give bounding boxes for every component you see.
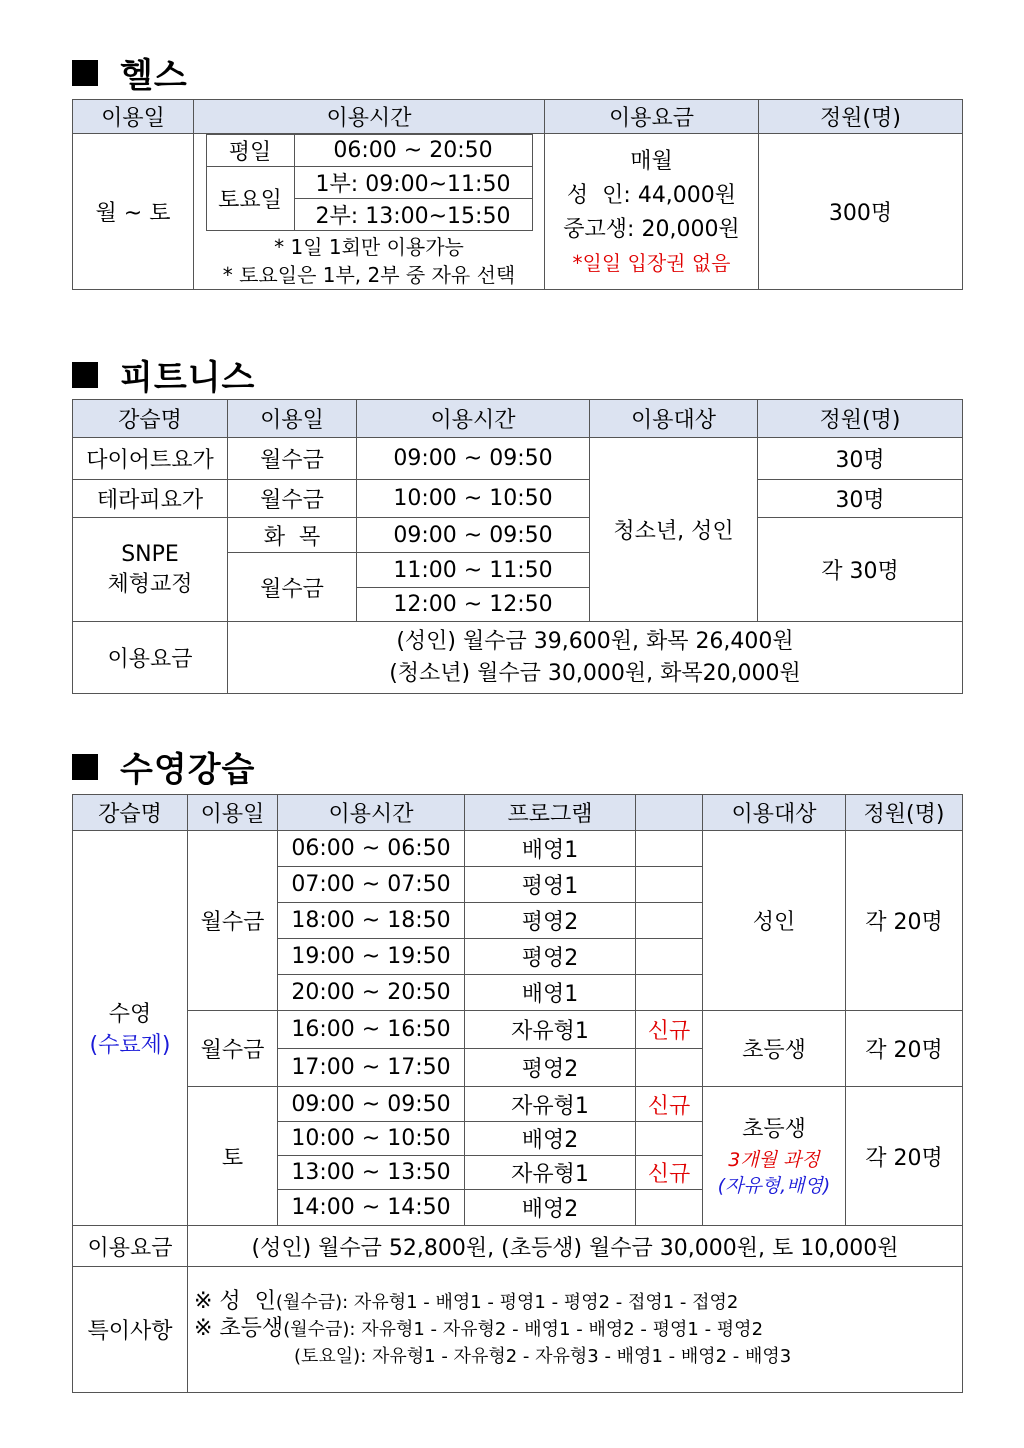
swim-time: 14:00 ~ 14:50 xyxy=(278,1190,465,1226)
col-header: 이용요금 xyxy=(545,100,759,134)
col-header: 정원(명) xyxy=(846,795,963,831)
swim-class-cell xyxy=(73,831,188,1226)
swim-target: 초등생 xyxy=(742,1117,806,1142)
swim-tag-new: 신규 xyxy=(636,1011,703,1049)
swim-program: 평영2 xyxy=(465,939,636,975)
health-note1: * 1일 1회만 이용가능 xyxy=(274,235,464,259)
snpe-time2: 11:00 ~ 11:50 xyxy=(357,553,590,588)
snpe-day2: 월수금 xyxy=(228,553,357,622)
special-line2-head: ※ 초등생 xyxy=(194,1316,284,1341)
swim-program: 배영1 xyxy=(465,975,636,1011)
swim-tag xyxy=(636,1122,703,1156)
swim-time: 06:00 ~ 06:50 xyxy=(278,831,465,867)
swim-capacity: 각 20명 xyxy=(846,1087,963,1226)
swim-table xyxy=(72,794,963,1393)
swim-day: 월수금 xyxy=(188,1011,278,1087)
special-line2-sub: (월수금): xyxy=(283,1319,356,1340)
swim-tag-new: 신규 xyxy=(636,1156,703,1190)
swim-target: 초등생 xyxy=(703,1011,846,1087)
fee-monthly: 매월 xyxy=(630,148,673,174)
swim-capacity: 각 20명 xyxy=(846,1011,963,1087)
snpe-time3: 12:00 ~ 12:50 xyxy=(357,588,590,622)
swim-target-note2: (자유형,배영) xyxy=(717,1175,831,1197)
swim-program: 평영1 xyxy=(465,867,636,903)
swim-time: 16:00 ~ 16:50 xyxy=(278,1011,465,1049)
weekday-time: 06:00 ~ 20:50 xyxy=(294,135,532,167)
class-day: 월수금 xyxy=(228,480,357,518)
saturday-part2: 2부: 13:00~15:50 xyxy=(294,199,532,231)
swim-tag xyxy=(636,975,703,1011)
col-header: 프로그램 xyxy=(465,795,636,831)
health-note2: * 토요일은 1부, 2부 중 자유 선택 xyxy=(222,263,516,287)
fitness-target: 청소년, 성인 xyxy=(590,438,758,622)
swim-time: 07:00 ~ 07:50 xyxy=(278,867,465,903)
swim-program: 평영2 xyxy=(465,1049,636,1087)
snpe-name-line2: 체형교정 xyxy=(107,571,193,597)
swim-time: 13:00 ~ 13:50 xyxy=(278,1156,465,1190)
fee-student: 중고생: 20,000원 xyxy=(563,216,740,242)
swim-time: 17:00 ~ 17:50 xyxy=(278,1049,465,1087)
health-table xyxy=(72,99,963,290)
swim-class-name: 수영 xyxy=(108,1002,152,1027)
swim-program: 배영1 xyxy=(465,831,636,867)
fitness-fee-label: 이용요금 xyxy=(73,622,228,694)
swim-program: 배영2 xyxy=(465,1190,636,1226)
class-name: 테라피요가 xyxy=(73,480,228,518)
swim-target-note1: 3개월 과정 xyxy=(728,1149,820,1171)
class-name: 다이어트요가 xyxy=(73,438,228,480)
col-header: 이용대상 xyxy=(703,795,846,831)
section-title-fitness xyxy=(72,350,255,399)
section-title-swim xyxy=(72,742,255,791)
health-time-subtable xyxy=(206,134,533,231)
swim-special-cell xyxy=(188,1267,963,1393)
col-header: 이용시간 xyxy=(357,400,590,438)
col-header: 이용시간 xyxy=(278,795,465,831)
swim-target: 성인 xyxy=(703,831,846,1011)
col-header: 정원(명) xyxy=(759,100,963,134)
swim-day: 토 xyxy=(188,1087,278,1226)
swim-class-sub: (수료제) xyxy=(89,1033,171,1058)
swim-time: 09:00 ~ 09:50 xyxy=(278,1087,465,1122)
snpe-name-cell xyxy=(73,518,228,622)
swim-time: 18:00 ~ 18:50 xyxy=(278,903,465,939)
swim-time: 10:00 ~ 10:50 xyxy=(278,1122,465,1156)
square-bullet-icon xyxy=(72,60,98,86)
class-capacity: 30명 xyxy=(758,438,963,480)
col-header: 정원(명) xyxy=(758,400,963,438)
col-header: 이용일 xyxy=(188,795,278,831)
special-line1 xyxy=(194,1289,962,1316)
swim-tag xyxy=(636,867,703,903)
health-capacity: 300명 xyxy=(759,134,963,290)
fitness-fee-line2: (청소년) 월수금 30,000원, 화목20,000원 xyxy=(389,660,801,686)
class-time: 09:00 ~ 09:50 xyxy=(357,438,590,480)
col-header: 이용시간 xyxy=(194,100,545,134)
col-header: 강습명 xyxy=(73,400,228,438)
class-day: 월수금 xyxy=(228,438,357,480)
special-line1-sub: (월수금): xyxy=(275,1292,349,1313)
swim-tag xyxy=(636,939,703,975)
square-bullet-icon xyxy=(72,754,98,780)
square-bullet-icon xyxy=(72,362,98,388)
col-header: 강습명 xyxy=(73,795,188,831)
swim-fee-text: (성인) 월수금 52,800원, (초등생) 월수금 30,000원, 토 10,000원 xyxy=(188,1226,963,1267)
class-capacity: 30명 xyxy=(758,480,963,518)
fee-note: *일일 입장권 없음 xyxy=(572,250,731,275)
snpe-name-line1: SNPE xyxy=(121,541,179,567)
class-time: 10:00 ~ 10:50 xyxy=(357,480,590,518)
snpe-day1: 화 목 xyxy=(228,518,357,553)
special-line3 xyxy=(194,1343,962,1370)
swim-tag xyxy=(636,1190,703,1226)
special-line3-body: 자유형1 - 자유형2 - 자유형3 - 배영1 - 배영2 - 배영3 xyxy=(366,1346,792,1367)
swim-tag xyxy=(636,1049,703,1087)
special-line2-body: 자유형1 - 자유형2 - 배영1 - 배영2 - 평영1 - 평영2 xyxy=(355,1319,764,1340)
section-title-text: 수영강습 xyxy=(120,750,256,790)
section-title-text: 헬스 xyxy=(120,56,188,96)
swim-program: 자유형1 xyxy=(465,1011,636,1049)
swim-special-label: 특이사항 xyxy=(73,1267,188,1393)
special-line2 xyxy=(194,1316,962,1343)
section-title-text: 피트니스 xyxy=(120,358,256,398)
special-line1-body: 자유형1 - 배영1 - 평영1 - 평영2 - 접영1 - 접영2 xyxy=(348,1292,739,1313)
swim-program: 자유형1 xyxy=(465,1087,636,1122)
swim-fee-label: 이용요금 xyxy=(73,1226,188,1267)
health-time-cell xyxy=(194,134,545,290)
swim-day: 월수금 xyxy=(188,831,278,1011)
col-header: 이용대상 xyxy=(590,400,758,438)
swim-program: 배영2 xyxy=(465,1122,636,1156)
special-line3-sub: (토요일): xyxy=(294,1346,367,1367)
fitness-fee-line1: (성인) 월수금 39,600원, 화목 26,400원 xyxy=(396,628,794,654)
saturday-part1: 1부: 09:00~11:50 xyxy=(294,167,532,199)
col-header xyxy=(636,795,703,831)
health-fee-cell xyxy=(545,134,759,290)
fee-adult: 성 인: 44,000원 xyxy=(566,182,737,208)
swim-capacity: 각 20명 xyxy=(846,831,963,1011)
special-line1-head: ※ 성 인 xyxy=(194,1289,276,1314)
snpe-time1: 09:00 ~ 09:50 xyxy=(357,518,590,553)
col-header: 이용일 xyxy=(73,100,194,134)
saturday-label: 토요일 xyxy=(206,167,294,231)
swim-tag-new: 신규 xyxy=(636,1087,703,1122)
weekday-label: 평일 xyxy=(206,135,294,167)
swim-time: 20:00 ~ 20:50 xyxy=(278,975,465,1011)
col-header: 이용일 xyxy=(228,400,357,438)
section-title-health xyxy=(72,48,188,97)
health-day: 월 ~ 토 xyxy=(73,134,194,290)
swim-time: 19:00 ~ 19:50 xyxy=(278,939,465,975)
fitness-table xyxy=(72,399,963,694)
swim-tag xyxy=(636,903,703,939)
snpe-capacity: 각 30명 xyxy=(758,518,963,622)
swim-program: 자유형1 xyxy=(465,1156,636,1190)
swim-target-c-cell xyxy=(703,1087,846,1226)
swim-tag xyxy=(636,831,703,867)
fitness-fee-cell xyxy=(228,622,963,694)
swim-program: 평영2 xyxy=(465,903,636,939)
